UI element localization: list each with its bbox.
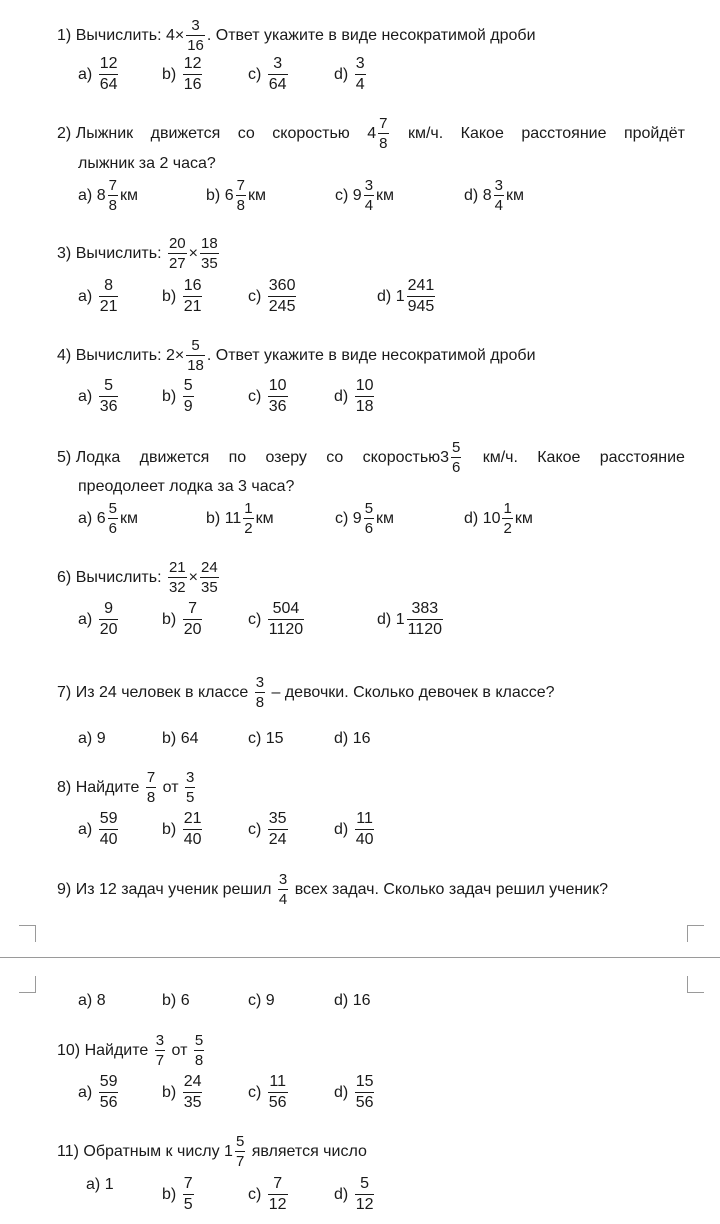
option-a[interactable]: a) 1 <box>86 1176 114 1193</box>
option-c[interactable]: c) $\frac{3}{64}$ <box>248 55 287 93</box>
fraction: $\frac{21}{40}$ <box>183 810 202 848</box>
option-d[interactable]: d) 8 $\frac{3}{4}$ км <box>464 177 524 214</box>
option-b[interactable]: b) $\frac{5}{9}$ <box>162 377 193 415</box>
option-c[interactable]: c) 9 $\frac{3}{4}$ км <box>335 177 395 214</box>
option-a[interactable]: a) $\frac{59}{40}$ <box>78 810 118 848</box>
option-d[interactable]: d) $\frac{15}{56}$ <box>334 1073 374 1111</box>
option-d[interactable]: d) 10 $\frac{1}{2}$ км <box>464 500 533 537</box>
fraction: $\frac{5}{9}$ <box>183 377 193 415</box>
fraction: $\frac{5}{6}$ <box>452 439 461 476</box>
fraction: $\frac{5}{7}$ <box>235 1133 245 1170</box>
fraction: $\frac{59}{40}$ <box>99 810 118 848</box>
option-c[interactable]: c) $\frac{11}{56}$ <box>248 1073 287 1111</box>
option-a[interactable]: a) 8 $\frac{7}{8}$ км <box>78 177 138 214</box>
option-c[interactable]: c) 9 <box>248 992 275 1009</box>
fraction: $\frac{15}{56}$ <box>355 1073 374 1111</box>
fraction: $\frac{1}{2}$ <box>503 500 512 537</box>
question-8: 8) Найдите $\frac{7}{8}$ от $\frac{3}{5}$ <box>57 769 195 806</box>
fraction: $\frac{5}{12}$ <box>355 1175 374 1213</box>
fraction: $\frac{24}{35}$ <box>183 1073 202 1111</box>
fraction: $\frac{7}{8}$ <box>379 115 388 152</box>
question-7: 7) Из 24 человек в классе $\frac{3}{8}$ – девочки. Сколько девочек в классе? <box>57 674 555 711</box>
question-text: Вычислить: 4× <box>75 26 185 44</box>
fraction: $\frac{3}{16}$ <box>187 17 204 54</box>
fraction: $\frac{3}{4}$ <box>278 871 288 908</box>
option-c[interactable]: c) $\frac{35}{24}$ <box>248 810 287 848</box>
fraction: $\frac{20}{27}$ <box>168 235 186 272</box>
option-a[interactable]: a) 9 <box>78 730 106 747</box>
fraction: $\frac{5}{6}$ <box>108 500 117 537</box>
question-9: 9) Из 12 задач ученик решил $\frac{3}{4}$ всех задач. Сколько задач решил ученик? <box>57 871 609 908</box>
fraction: $\frac{18}{35}$ <box>201 235 218 272</box>
fraction: $\frac{9}{20}$ <box>99 600 118 638</box>
option-d[interactable]: d) $\frac{11}{40}$ <box>334 810 374 848</box>
fraction: $\frac{504}{1120}$ <box>268 600 304 638</box>
fraction: $\frac{11}{40}$ <box>355 810 374 848</box>
fraction: $\frac{7}{8}$ <box>108 177 117 214</box>
option-d[interactable]: d) 1 $\frac{383}{1120}$ <box>377 600 442 638</box>
option-b[interactable]: b) $\frac{7}{5}$ <box>162 1175 193 1213</box>
option-c[interactable]: c) 15 <box>248 730 284 747</box>
option-a[interactable]: a) $\frac{59}{56}$ <box>78 1073 118 1111</box>
question-6: 6) Вычислить: $\frac{21}{32}$ × $\frac{24}{35}$ <box>57 559 218 596</box>
option-a[interactable]: a) $\frac{9}{20}$ <box>78 600 118 638</box>
fraction: $\frac{3}{8}$ <box>255 674 265 711</box>
option-b[interactable]: b) $\frac{7}{20}$ <box>162 600 202 638</box>
question-3: 3) Вычислить: $\frac{20}{27}$ × $\frac{18}{35}$ <box>57 235 218 272</box>
fraction: $\frac{16}{21}$ <box>183 277 202 315</box>
question-text-line2: преодолеет лодка за 3 часа? <box>78 478 295 495</box>
fraction: $\frac{3}{7}$ <box>155 1032 165 1069</box>
fraction: $\frac{59}{56}$ <box>99 1073 118 1111</box>
question-text-tail: . Ответ укажите в виде несократимой дроби <box>206 26 536 44</box>
fraction: $\frac{3}{5}$ <box>185 769 195 806</box>
fraction: $\frac{241}{945}$ <box>407 277 435 315</box>
option-c[interactable]: c) $\frac{360}{245}$ <box>248 277 296 315</box>
fraction: $\frac{3}{4}$ <box>355 55 365 93</box>
fraction: $\frac{3}{4}$ <box>494 177 503 214</box>
fraction: $\frac{5}{8}$ <box>194 1032 204 1069</box>
question-1 <box>57 18 536 53</box>
page-corner-mark <box>687 925 704 942</box>
option-b[interactable]: b) $\frac{16}{21}$ <box>162 277 202 315</box>
question-11: 11) Обратным к числу 1 $\frac{5}{7}$ является число <box>57 1133 367 1170</box>
option-d[interactable]: d) 16 <box>334 992 371 1009</box>
page-corner-mark <box>19 925 36 942</box>
option-d[interactable]: d) $\frac{5}{12}$ <box>334 1175 374 1213</box>
option-a[interactable]: a) 8 <box>78 992 106 1009</box>
fraction: $\frac{7}{5}$ <box>183 1175 193 1213</box>
question-number: 1) <box>57 26 72 44</box>
fraction: $\frac{10}{18}$ <box>355 377 374 415</box>
fraction: $\frac{3}{64}$ <box>268 55 287 93</box>
option-a[interactable]: a) $\frac{12}{64}$ <box>78 55 118 93</box>
page-corner-mark <box>19 976 36 993</box>
fraction: $\frac{8}{21}$ <box>99 277 118 315</box>
option-a[interactable]: a) $\frac{8}{21}$ <box>78 277 118 315</box>
fraction: $\frac{7}{12}$ <box>268 1175 287 1213</box>
fraction: $\frac{1}{2}$ <box>244 500 253 537</box>
option-c[interactable]: c) 9 $\frac{5}{6}$ км <box>335 500 395 537</box>
option-b[interactable]: b) $\frac{24}{35}$ <box>162 1073 202 1111</box>
fraction: $\frac{7}{8}$ <box>236 177 245 214</box>
fraction: $\frac{5}{36}$ <box>99 377 118 415</box>
option-b[interactable]: b) $\frac{12}{16}$ <box>162 55 202 93</box>
question-5: 5) Лодка движется по озеру со скоростью3 $\frac{5}{6}$ км/ч. Какое расстояние <box>57 439 685 476</box>
option-a[interactable]: a) $\frac{5}{36}$ <box>78 377 118 415</box>
option-d[interactable]: d) $\frac{10}{18}$ <box>334 377 374 415</box>
fraction: $\frac{10}{36}$ <box>268 377 287 415</box>
page-corner-mark <box>687 976 704 993</box>
option-c[interactable]: c) $\frac{10}{36}$ <box>248 377 287 415</box>
question-text-line2: лыжник за 2 часа? <box>78 155 216 172</box>
option-c[interactable]: c) $\frac{7}{12}$ <box>248 1175 287 1213</box>
fraction: $\frac{383}{1120}$ <box>407 600 442 638</box>
fraction: $\frac{5}{18}$ <box>187 337 204 374</box>
option-d[interactable]: d) $\frac{3}{4}$ <box>334 55 365 93</box>
fraction: $\frac{21}{32}$ <box>168 559 186 596</box>
page-break-divider <box>0 957 720 958</box>
option-b[interactable]: b) $\frac{21}{40}$ <box>162 810 202 848</box>
fraction: $\frac{35}{24}$ <box>268 810 287 848</box>
fraction: $\frac{360}{245}$ <box>268 277 296 315</box>
fraction: $\frac{7}{8}$ <box>146 769 156 806</box>
question-10: 10) Найдите $\frac{3}{7}$ от $\frac{5}{8}$ <box>57 1032 204 1069</box>
option-b[interactable]: b) 6 <box>162 992 190 1009</box>
option-b[interactable]: b) 64 <box>162 730 199 747</box>
option-c[interactable]: c) $\frac{504}{1120}$ <box>248 600 304 638</box>
fraction: $\frac{7}{20}$ <box>183 600 202 638</box>
question-2: 2) Лыжник движется со скоростью 4 $\frac{7}{8}$ км/ч. Какое расстояние пройдёт <box>57 115 685 152</box>
question-4: 4) Вычислить: 2× $\frac{5}{18}$ . Ответ укажите в виде несократимой дроби <box>57 337 536 374</box>
fraction: $\frac{11}{56}$ <box>268 1073 287 1111</box>
fraction: $\frac{12}{64}$ <box>99 55 118 93</box>
option-b[interactable]: b) 11 $\frac{1}{2}$ км <box>206 500 274 537</box>
option-b[interactable]: b) 6 $\frac{7}{8}$ км <box>206 177 266 214</box>
option-d[interactable]: d) 1 $\frac{241}{945}$ <box>377 277 435 315</box>
option-d[interactable]: d) 16 <box>334 730 371 747</box>
fraction: $\frac{24}{35}$ <box>201 559 218 596</box>
fraction: $\frac{12}{16}$ <box>183 55 202 93</box>
fraction: $\frac{5}{6}$ <box>364 500 374 537</box>
option-a[interactable]: a) 6 $\frac{5}{6}$ км <box>78 500 138 537</box>
fraction: $\frac{3}{4}$ <box>364 177 374 214</box>
